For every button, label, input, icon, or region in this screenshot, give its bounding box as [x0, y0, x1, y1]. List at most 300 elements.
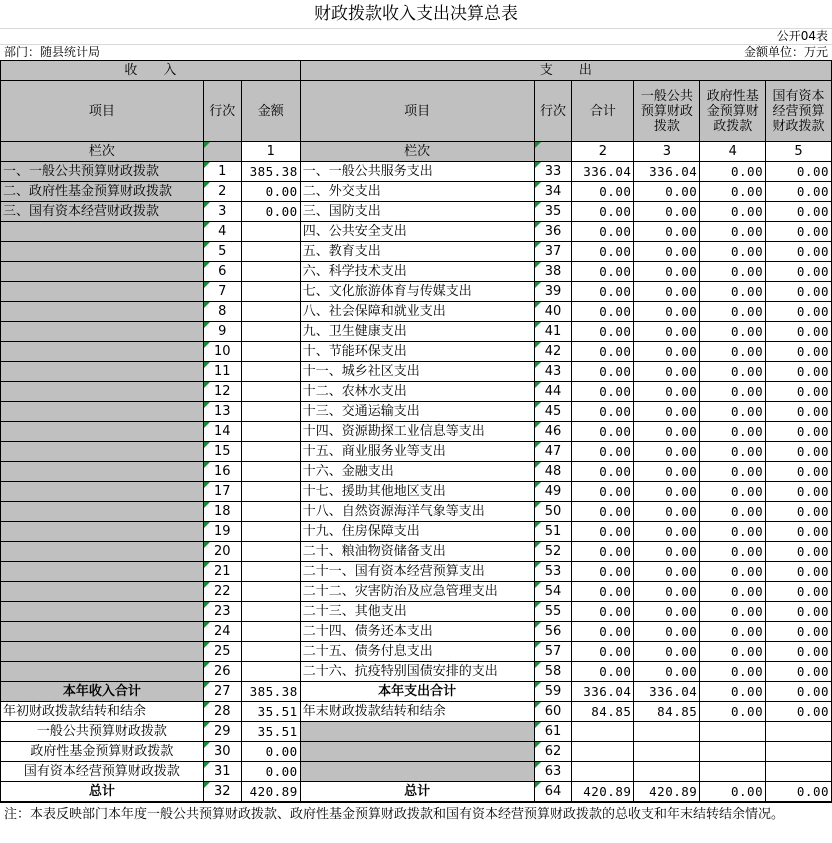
income-item-cell — [1, 322, 204, 342]
expense-state-capital: 0.00 — [766, 462, 832, 482]
expense-total-label: 本年支出合计 — [300, 682, 534, 702]
header-row-columns — [1, 81, 832, 142]
expense-item-cell: 十七、援助其他地区支出 — [300, 482, 534, 502]
expense-item-cell: 十一、城乡社区支出 — [300, 362, 534, 382]
col-head-total: 合计 — [572, 81, 634, 142]
expense-gov-fund: 0.00 — [700, 522, 766, 542]
expense-state-capital: 0.00 — [766, 202, 832, 222]
expense-gov-fund: 0.00 — [700, 322, 766, 342]
income-row-no: 14 — [203, 422, 241, 442]
expense-gov-fund: 0.00 — [700, 502, 766, 522]
expense-item-cell: 一、一般公共服务支出 — [300, 162, 534, 182]
table-row — [1, 662, 832, 682]
income-item-cell — [1, 222, 204, 242]
expense-gov-fund: 0.00 — [700, 642, 766, 662]
table-row — [1, 502, 832, 522]
expense-item-cell: 十三、交通运输支出 — [300, 402, 534, 422]
income-total: 385.38 — [241, 682, 300, 702]
expense-row-no: 51 — [534, 522, 572, 542]
begin-sub3-no: 31 — [203, 762, 241, 782]
expense-state-capital: 0.00 — [766, 642, 832, 662]
expense-row-no: 53 — [534, 562, 572, 582]
expense-item-cell: 十、节能环保支出 — [300, 342, 534, 362]
expense-total: 0.00 — [572, 402, 634, 422]
expense-row-no: 46 — [534, 422, 572, 442]
income-row-no: 4 — [203, 222, 241, 242]
table-row — [1, 442, 832, 462]
form-number-row — [0, 28, 832, 45]
begin-sub2-label: 政府性基金预算财政拨款 — [1, 742, 204, 762]
expense-state-capital: 0.00 — [766, 622, 832, 642]
expense-row-no: 57 — [534, 642, 572, 662]
expense-row-no: 50 — [534, 502, 572, 522]
expense-state-capital: 0.00 — [766, 662, 832, 682]
begin-sub3-label: 国有资本经营预算财政拨款 — [1, 762, 204, 782]
expense-item-cell: 六、科学技术支出 — [300, 262, 534, 282]
expense-header: 支 出 — [300, 61, 831, 81]
expense-general: 336.04 — [634, 162, 700, 182]
expense-total: 0.00 — [572, 482, 634, 502]
table-row — [1, 302, 832, 322]
expense-row-no: 43 — [534, 362, 572, 382]
expense-item-cell: 二十六、抗疫特别国债安排的支出 — [300, 662, 534, 682]
income-amount — [241, 262, 300, 282]
income-row-no: 6 — [203, 262, 241, 282]
expense-gov-fund: 0.00 — [700, 562, 766, 582]
summary-row — [1, 682, 832, 702]
table-row — [1, 582, 832, 602]
expense-row-no: 45 — [534, 402, 572, 422]
income-row-no: 25 — [203, 642, 241, 662]
income-item-cell — [1, 442, 204, 462]
expense-total: 0.00 — [572, 202, 634, 222]
expense-state-capital: 0.00 — [766, 502, 832, 522]
income-amount — [241, 222, 300, 242]
expense-state-capital: 0.00 — [766, 382, 832, 402]
expense-total: 0.00 — [572, 222, 634, 242]
income-row-no: 12 — [203, 382, 241, 402]
income-item-cell — [1, 342, 204, 362]
income-item-cell — [1, 602, 204, 622]
income-row-no: 26 — [203, 662, 241, 682]
end-balance-general: 84.85 — [634, 702, 700, 722]
expense-gov-fund: 0.00 — [700, 342, 766, 362]
income-row-no: 24 — [203, 622, 241, 642]
expense-general: 0.00 — [634, 462, 700, 482]
summary-row — [1, 742, 832, 762]
income-item-cell — [1, 522, 204, 542]
expense-general: 0.00 — [634, 602, 700, 622]
expense-total: 0.00 — [572, 282, 634, 302]
income-amount — [241, 322, 300, 342]
expense-item-cell: 四、公共安全支出 — [300, 222, 534, 242]
expense-item-cell: 十八、自然资源海洋气象等支出 — [300, 502, 534, 522]
income-row-no: 21 — [203, 562, 241, 582]
expense-row-no: 36 — [534, 222, 572, 242]
department-row — [0, 44, 832, 60]
income-header: 收 入 — [1, 61, 301, 81]
expense-row-no: 49 — [534, 482, 572, 502]
expense-item-cell: 二十三、其他支出 — [300, 602, 534, 622]
expense-total-fund: 0.00 — [700, 682, 766, 702]
expense-state-capital: 0.00 — [766, 222, 832, 242]
col-index-3: 3 — [634, 142, 700, 162]
expense-general: 0.00 — [634, 482, 700, 502]
income-amount — [241, 562, 300, 582]
table-row — [1, 322, 832, 342]
income-row-no: 10 — [203, 342, 241, 362]
income-row-no: 16 — [203, 462, 241, 482]
table-row — [1, 342, 832, 362]
col-index-empty-2 — [534, 142, 572, 162]
table-row — [1, 402, 832, 422]
income-row-no: 1 — [203, 162, 241, 182]
expense-total: 0.00 — [572, 362, 634, 382]
table-row — [1, 242, 832, 262]
expense-item-cell: 二十五、债务付息支出 — [300, 642, 534, 662]
column-index-row — [1, 142, 832, 162]
income-item-cell — [1, 382, 204, 402]
blank-cell — [572, 722, 634, 742]
blank-cell — [634, 742, 700, 762]
grand-total-income-no: 32 — [203, 782, 241, 802]
col-index-4: 4 — [700, 142, 766, 162]
income-item-cell — [1, 242, 204, 262]
footnote: 注：本表反映部门本年度一般公共预算财政拨款、政府性基金预算财政拨款和国有资本经营预算财政拨款的总收支和年末结转结余情况。 — [0, 802, 832, 843]
expense-state-capital: 0.00 — [766, 422, 832, 442]
expense-state-capital: 0.00 — [766, 602, 832, 622]
table-row — [1, 642, 832, 662]
income-item-cell — [1, 282, 204, 302]
expense-total-general: 336.04 — [634, 682, 700, 702]
table-row — [1, 522, 832, 542]
income-amount — [241, 402, 300, 422]
end-balance-fund: 0.00 — [700, 702, 766, 722]
table-row — [1, 282, 832, 302]
income-amount — [241, 582, 300, 602]
expense-general: 0.00 — [634, 662, 700, 682]
expense-item-cell: 十九、住房保障支出 — [300, 522, 534, 542]
expense-row-no: 39 — [534, 282, 572, 302]
income-item-cell: 三、国有资本经营财政拨款 — [1, 202, 204, 222]
expense-general: 0.00 — [634, 642, 700, 662]
expense-gov-fund: 0.00 — [700, 602, 766, 622]
expense-general: 0.00 — [634, 322, 700, 342]
income-amount — [241, 382, 300, 402]
income-amount — [241, 482, 300, 502]
income-row-no: 15 — [203, 442, 241, 462]
expense-general: 0.00 — [634, 522, 700, 542]
table-row — [1, 382, 832, 402]
expense-state-capital: 0.00 — [766, 522, 832, 542]
table-row — [1, 562, 832, 582]
begin-sub2-amount: 0.00 — [241, 742, 300, 762]
income-row-no: 20 — [203, 542, 241, 562]
income-item-cell — [1, 302, 204, 322]
income-item-cell — [1, 362, 204, 382]
table-row — [1, 602, 832, 622]
income-item-cell: 二、政府性基金预算财政拨款 — [1, 182, 204, 202]
expense-total: 0.00 — [572, 582, 634, 602]
income-amount — [241, 342, 300, 362]
end-balance-label: 年末财政拨款结转和结余 — [300, 702, 534, 722]
expense-state-capital: 0.00 — [766, 542, 832, 562]
expense-item-cell: 十四、资源勘探工业信息等支出 — [300, 422, 534, 442]
header-row-section — [1, 61, 832, 81]
income-amount — [241, 442, 300, 462]
expense-row-no: 47 — [534, 442, 572, 462]
unit-label: 金额单位：万元 — [743, 45, 828, 59]
blank-cell — [766, 722, 832, 742]
expense-general: 0.00 — [634, 342, 700, 362]
expense-total: 0.00 — [572, 442, 634, 462]
begin-sub1-no: 29 — [203, 722, 241, 742]
expense-general: 0.00 — [634, 222, 700, 242]
expense-row-no: 58 — [534, 662, 572, 682]
begin-sub1-amount: 35.51 — [241, 722, 300, 742]
income-amount — [241, 462, 300, 482]
expense-state-capital: 0.00 — [766, 442, 832, 462]
expense-row-no: 41 — [534, 322, 572, 342]
table-row — [1, 462, 832, 482]
table-title — [0, 0, 832, 29]
expense-state-capital: 0.00 — [766, 282, 832, 302]
grand-total-expense-label: 总计 — [300, 782, 534, 802]
income-item-cell — [1, 462, 204, 482]
col-label-expense: 栏次 — [300, 142, 534, 162]
income-item-cell: 一、一般公共预算财政拨款 — [1, 162, 204, 182]
income-row-no: 9 — [203, 322, 241, 342]
expense-total: 336.04 — [572, 162, 634, 182]
col-head-income-amount: 金额 — [241, 81, 300, 142]
grand-total-expense: 420.89 — [572, 782, 634, 802]
grand-total-fund: 0.00 — [700, 782, 766, 802]
expense-gov-fund: 0.00 — [700, 482, 766, 502]
col-head-state-capital: 国有资本经营预算财政拨款 — [766, 81, 832, 142]
income-amount — [241, 362, 300, 382]
expense-row-no: 34 — [534, 182, 572, 202]
expense-item-cell: 五、教育支出 — [300, 242, 534, 262]
table-row — [1, 222, 832, 242]
expense-general: 0.00 — [634, 422, 700, 442]
col-head-income-item: 项目 — [1, 81, 204, 142]
col-head-gov-fund: 政府性基金预算财政拨款 — [700, 81, 766, 142]
income-item-cell — [1, 622, 204, 642]
expense-row-no: 33 — [534, 162, 572, 182]
expense-total: 0.00 — [572, 562, 634, 582]
income-row-no: 7 — [203, 282, 241, 302]
end-balance-no: 60 — [534, 702, 572, 722]
income-amount: 385.38 — [241, 162, 300, 182]
table-row — [1, 182, 832, 202]
col-index-empty — [203, 142, 241, 162]
col-label-income: 栏次 — [1, 142, 204, 162]
summary-row — [1, 722, 832, 742]
expense-item-cell: 二十一、国有资本经营预算支出 — [300, 562, 534, 582]
expense-gov-fund: 0.00 — [700, 622, 766, 642]
expense-total: 0.00 — [572, 602, 634, 622]
expense-total: 0.00 — [572, 622, 634, 642]
blank-cell — [300, 742, 534, 762]
expense-total: 0.00 — [572, 342, 634, 362]
expense-state-capital: 0.00 — [766, 362, 832, 382]
expense-row-no: 40 — [534, 302, 572, 322]
col-head-expense-no: 行次 — [534, 81, 572, 142]
end-sub1-no: 61 — [534, 722, 572, 742]
expense-item-cell: 八、社会保障和就业支出 — [300, 302, 534, 322]
table-row — [1, 482, 832, 502]
col-head-general: 一般公共预算财政拨款 — [634, 81, 700, 142]
income-amount: 0.00 — [241, 202, 300, 222]
blank-cell — [572, 742, 634, 762]
expense-item-cell: 二、外交支出 — [300, 182, 534, 202]
expense-item-cell: 三、国防支出 — [300, 202, 534, 222]
income-amount — [241, 242, 300, 262]
income-amount: 0.00 — [241, 182, 300, 202]
table-row — [1, 422, 832, 442]
blank-cell — [572, 762, 634, 782]
expense-row-no: 54 — [534, 582, 572, 602]
col-head-income-no: 行次 — [203, 81, 241, 142]
expense-total: 0.00 — [572, 662, 634, 682]
income-item-cell — [1, 262, 204, 282]
expense-gov-fund: 0.00 — [700, 262, 766, 282]
income-amount — [241, 542, 300, 562]
expense-total: 0.00 — [572, 182, 634, 202]
expense-gov-fund: 0.00 — [700, 202, 766, 222]
income-item-cell — [1, 502, 204, 522]
income-row-no: 19 — [203, 522, 241, 542]
col-index-2: 2 — [572, 142, 634, 162]
expense-row-no: 38 — [534, 262, 572, 282]
income-item-cell — [1, 422, 204, 442]
table-row — [1, 362, 832, 382]
expense-state-capital: 0.00 — [766, 322, 832, 342]
table-title-text: 财政拨款收入支出决算总表 — [314, 4, 518, 24]
expense-gov-fund: 0.00 — [700, 422, 766, 442]
expense-item-cell: 九、卫生健康支出 — [300, 322, 534, 342]
expense-general: 0.00 — [634, 262, 700, 282]
blank-cell — [634, 762, 700, 782]
expense-state-capital: 0.00 — [766, 562, 832, 582]
expense-gov-fund: 0.00 — [700, 402, 766, 422]
expense-gov-fund: 0.00 — [700, 282, 766, 302]
expense-state-capital: 0.00 — [766, 302, 832, 322]
expense-state-capital: 0.00 — [766, 582, 832, 602]
grand-total-expense-no: 64 — [534, 782, 572, 802]
income-total-no: 27 — [203, 682, 241, 702]
col-index-1: 1 — [241, 142, 300, 162]
expense-state-capital: 0.00 — [766, 182, 832, 202]
income-row-no: 2 — [203, 182, 241, 202]
grand-total-capital: 0.00 — [766, 782, 832, 802]
begin-balance-label: 年初财政拨款结转和结余 — [1, 702, 204, 722]
blank-cell — [300, 722, 534, 742]
expense-total-no: 59 — [534, 682, 572, 702]
expense-general: 0.00 — [634, 562, 700, 582]
income-amount — [241, 642, 300, 662]
expense-item-cell: 二十四、债务还本支出 — [300, 622, 534, 642]
expense-item-cell: 十二、农林水支出 — [300, 382, 534, 402]
expense-total: 336.04 — [572, 682, 634, 702]
expense-total: 0.00 — [572, 242, 634, 262]
blank-cell — [700, 722, 766, 742]
end-sub3-no: 63 — [534, 762, 572, 782]
expense-item-cell: 十六、金融支出 — [300, 462, 534, 482]
income-row-no: 3 — [203, 202, 241, 222]
expense-item-cell: 二十二、灾害防治及应急管理支出 — [300, 582, 534, 602]
income-row-no: 22 — [203, 582, 241, 602]
grand-total-general: 420.89 — [634, 782, 700, 802]
income-row-no: 11 — [203, 362, 241, 382]
expense-total: 0.00 — [572, 462, 634, 482]
expense-total: 0.00 — [572, 422, 634, 442]
expense-state-capital: 0.00 — [766, 342, 832, 362]
expense-item-cell: 十五、商业服务业等支出 — [300, 442, 534, 462]
expense-general: 0.00 — [634, 622, 700, 642]
income-row-no: 13 — [203, 402, 241, 422]
blank-cell — [766, 742, 832, 762]
income-row-no: 8 — [203, 302, 241, 322]
blank-cell — [634, 722, 700, 742]
expense-total: 0.00 — [572, 302, 634, 322]
income-amount — [241, 422, 300, 442]
income-amount — [241, 282, 300, 302]
expense-row-no: 52 — [534, 542, 572, 562]
income-row-no: 18 — [203, 502, 241, 522]
income-row-no: 5 — [203, 242, 241, 262]
expense-total: 0.00 — [572, 262, 634, 282]
budget-table — [0, 60, 832, 802]
income-amount — [241, 502, 300, 522]
blank-cell — [700, 762, 766, 782]
expense-row-no: 35 — [534, 202, 572, 222]
expense-general: 0.00 — [634, 182, 700, 202]
income-total-label: 本年收入合计 — [1, 682, 204, 702]
expense-state-capital: 0.00 — [766, 242, 832, 262]
end-sub2-no: 62 — [534, 742, 572, 762]
expense-gov-fund: 0.00 — [700, 362, 766, 382]
blank-cell — [700, 742, 766, 762]
income-item-cell — [1, 582, 204, 602]
expense-gov-fund: 0.00 — [700, 242, 766, 262]
summary-row — [1, 782, 832, 802]
table-row — [1, 622, 832, 642]
expense-general: 0.00 — [634, 442, 700, 462]
expense-gov-fund: 0.00 — [700, 582, 766, 602]
expense-state-capital: 0.00 — [766, 262, 832, 282]
expense-row-no: 42 — [534, 342, 572, 362]
income-row-no: 23 — [203, 602, 241, 622]
expense-item-cell: 二十、粮油物资储备支出 — [300, 542, 534, 562]
income-item-cell — [1, 642, 204, 662]
expense-total: 0.00 — [572, 502, 634, 522]
expense-gov-fund: 0.00 — [700, 462, 766, 482]
expense-state-capital: 0.00 — [766, 482, 832, 502]
expense-row-no: 56 — [534, 622, 572, 642]
income-amount — [241, 302, 300, 322]
expense-general: 0.00 — [634, 382, 700, 402]
begin-sub3-amount: 0.00 — [241, 762, 300, 782]
expense-state-capital: 0.00 — [766, 162, 832, 182]
expense-total: 0.00 — [572, 642, 634, 662]
department-label: 部门：随县统计局 — [4, 45, 101, 59]
expense-gov-fund: 0.00 — [700, 662, 766, 682]
expense-general: 0.00 — [634, 202, 700, 222]
table-row — [1, 162, 832, 182]
expense-gov-fund: 0.00 — [700, 382, 766, 402]
income-amount — [241, 662, 300, 682]
